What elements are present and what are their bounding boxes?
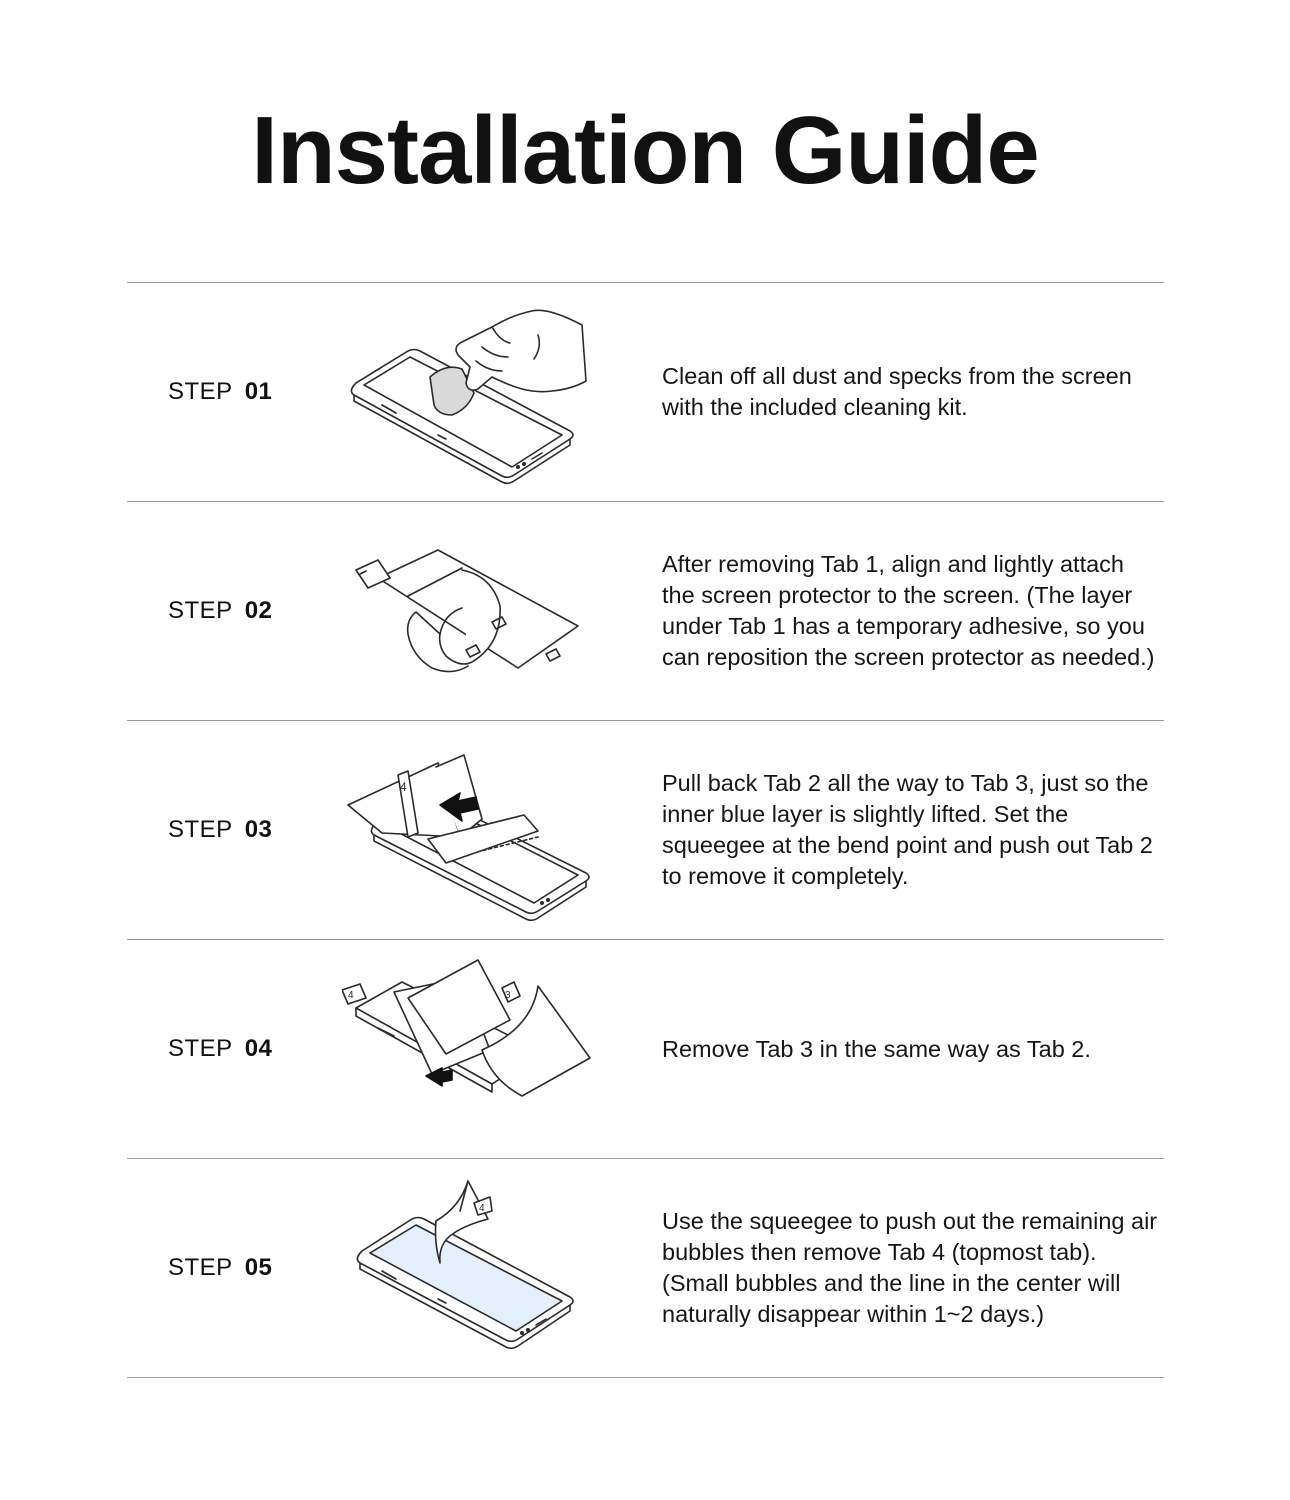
- tab-4-label: 4: [400, 780, 407, 794]
- tab-3-icon: [502, 982, 520, 1002]
- page-title: Installation Guide: [251, 97, 1039, 204]
- step-label: [168, 502, 272, 720]
- hand-icon: [456, 310, 586, 391]
- step-description: Clean off all dust and specks from the screen with the included cleaning kit.: [662, 363, 1132, 420]
- step-word: STEP: [168, 1254, 233, 1281]
- step-description: Pull back Tab 2 all the way to Tab 3, just so the inner blue layer is slightly lifted. Set the squeegee at the bend point and push out Tab 2 to remove it completely.: [662, 770, 1153, 889]
- steps-list: [127, 282, 1164, 1378]
- tab-4-icon: [342, 984, 366, 1004]
- step-description: Remove Tab 3 in the same way as Tab 2.: [662, 1035, 1091, 1062]
- finish-illustration: [342, 1173, 602, 1363]
- tab-4-label: 4: [348, 990, 354, 1001]
- tab-4-label: 4: [479, 1203, 485, 1214]
- step-row: [127, 720, 1164, 939]
- pull-tab-2-illustration: [342, 735, 602, 925]
- step-label: [168, 1159, 272, 1377]
- attach-protector-illustration: [342, 516, 602, 706]
- step-description: Use the squeegee to push out the remaining air bubbles then remove Tab 4 (topmost tab). (Small bubbles and the line in the center will naturally disappear within 1~2 days.): [662, 1208, 1158, 1327]
- step-row: [127, 939, 1164, 1158]
- step-label: [168, 283, 272, 501]
- cleaning-illustration: [342, 297, 602, 487]
- step-number: 04: [244, 1035, 273, 1062]
- step-number: 01: [244, 378, 273, 405]
- step-description: After removing Tab 1, align and lightly attach the screen protector to the screen. (The layer under Tab 1 has a temporary adhesive, so you can reposition the screen protector as needed.): [662, 551, 1155, 670]
- step-number: 05: [244, 1254, 273, 1281]
- step-row: [127, 1158, 1164, 1378]
- step-word: STEP: [168, 597, 233, 624]
- tab-3-label: 3: [505, 990, 511, 1001]
- step-word: STEP: [168, 378, 233, 405]
- step-word: STEP: [168, 1035, 233, 1062]
- step-row: [127, 282, 1164, 501]
- remove-tab-3-illustration: [342, 954, 602, 1144]
- tab-1-icon: [356, 560, 390, 588]
- phone-icon: [357, 1218, 573, 1349]
- step-label: [168, 940, 272, 1158]
- step-number: 02: [244, 597, 273, 624]
- step-number: 03: [244, 816, 273, 843]
- step-label: [168, 721, 272, 939]
- step-word: STEP: [168, 816, 233, 843]
- step-row: [127, 501, 1164, 720]
